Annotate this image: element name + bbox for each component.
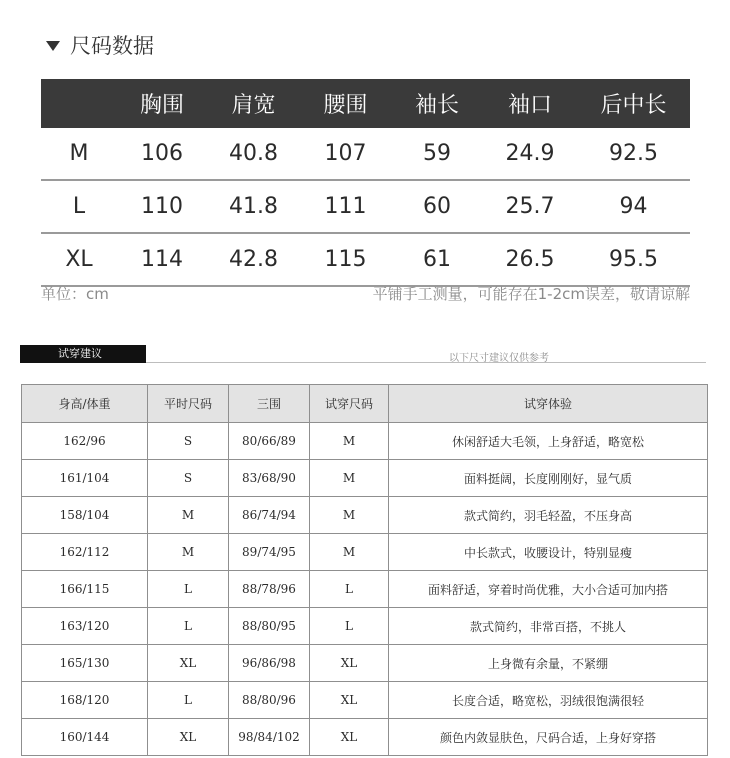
header-cell: 身高/体重 xyxy=(22,385,148,423)
table-cell: 休闲舒适大毛领，上身舒适，略宽松 xyxy=(389,423,708,460)
table-cell: 88/80/96 xyxy=(229,682,310,719)
table-cell: M xyxy=(148,497,229,534)
divider xyxy=(146,362,706,363)
header-cell: 肩宽 xyxy=(207,79,300,128)
table-cell: 长度合适，略宽松，羽绒很饱满很轻 xyxy=(389,682,708,719)
table-cell: XL xyxy=(310,719,389,756)
size-cell: 42.8 xyxy=(207,233,300,286)
table-cell: 上身微有余量，不紧绷 xyxy=(389,645,708,682)
table-row xyxy=(22,719,708,756)
size-cell: L xyxy=(41,180,117,233)
table-row xyxy=(22,608,708,645)
try-on-table xyxy=(21,384,708,756)
table-cell: L xyxy=(310,571,389,608)
table-cell: M xyxy=(148,534,229,571)
header-cell: 平时尺码 xyxy=(148,385,229,423)
size-cell: 95.5 xyxy=(577,233,690,286)
size-row xyxy=(41,233,690,286)
size-cell: M xyxy=(41,128,117,180)
size-table xyxy=(41,79,690,287)
table-cell: 165/130 xyxy=(22,645,148,682)
table-cell: XL xyxy=(310,682,389,719)
size-cell: 107 xyxy=(300,128,391,180)
size-cell: 114 xyxy=(117,233,207,286)
table-row xyxy=(22,423,708,460)
table-cell: 面料挺阔，长度刚刚好，显气质 xyxy=(389,460,708,497)
table-cell: XL xyxy=(148,719,229,756)
size-row xyxy=(41,180,690,233)
table-cell: 款式简约，羽毛轻盈，不压身高 xyxy=(389,497,708,534)
table-cell: 162/112 xyxy=(22,534,148,571)
table-cell: 162/96 xyxy=(22,423,148,460)
header-cell: 试穿尺码 xyxy=(310,385,389,423)
header-cell: 袖长 xyxy=(391,79,483,128)
try-on-header xyxy=(22,385,708,423)
table-cell: 款式简约，非常百搭，不挑人 xyxy=(389,608,708,645)
table-cell: 163/120 xyxy=(22,608,148,645)
table-cell: 158/104 xyxy=(22,497,148,534)
table-row xyxy=(22,460,708,497)
table-cell: 80/66/89 xyxy=(229,423,310,460)
table-cell: 83/68/90 xyxy=(229,460,310,497)
size-row xyxy=(41,128,690,180)
table-row xyxy=(22,645,708,682)
table-cell: 168/120 xyxy=(22,682,148,719)
measure-note: 平铺手工测量，可能存在1-2cm误差，敬请谅解 xyxy=(372,285,690,303)
table-row xyxy=(22,497,708,534)
table-cell: M xyxy=(310,497,389,534)
size-cell: 40.8 xyxy=(207,128,300,180)
size-cell: 41.8 xyxy=(207,180,300,233)
table-cell: S xyxy=(148,460,229,497)
table-cell: M xyxy=(310,460,389,497)
table-cell: XL xyxy=(148,645,229,682)
size-cell: 60 xyxy=(391,180,483,233)
table-cell: 88/80/95 xyxy=(229,608,310,645)
table-cell: 86/74/94 xyxy=(229,497,310,534)
size-cell: 25.7 xyxy=(483,180,577,233)
table-cell: 161/104 xyxy=(22,460,148,497)
table-cell: 中长款式，收腰设计，特别显瘦 xyxy=(389,534,708,571)
table-cell: M xyxy=(310,423,389,460)
size-data-heading xyxy=(46,30,154,60)
try-on-hint: 以下尺寸建议仅供参考 xyxy=(449,353,549,364)
table-cell: 颜色内敛显肤色，尺码合适，上身好穿搭 xyxy=(389,719,708,756)
table-cell: L xyxy=(148,682,229,719)
table-cell: L xyxy=(310,608,389,645)
table-row xyxy=(22,534,708,571)
table-cell: 89/74/95 xyxy=(229,534,310,571)
size-cell: 92.5 xyxy=(577,128,690,180)
table-row xyxy=(22,682,708,719)
table-cell: 98/84/102 xyxy=(229,719,310,756)
size-cell: 106 xyxy=(117,128,207,180)
header-cell: 后中长 xyxy=(577,79,690,128)
table-row xyxy=(22,571,708,608)
table-cell: XL xyxy=(310,645,389,682)
size-cell: 24.9 xyxy=(483,128,577,180)
table-cell: 96/86/98 xyxy=(229,645,310,682)
table-cell: S xyxy=(148,423,229,460)
header-cell: 三围 xyxy=(229,385,310,423)
header-cell: 胸围 xyxy=(117,79,207,128)
triangle-down-icon xyxy=(46,41,60,51)
header-cell: 袖口 xyxy=(483,79,577,128)
size-cell: 59 xyxy=(391,128,483,180)
size-cell: 111 xyxy=(300,180,391,233)
size-cell: 110 xyxy=(117,180,207,233)
size-table-header xyxy=(41,79,690,128)
unit-note: 单位：cm xyxy=(41,285,109,303)
table-cell: L xyxy=(148,608,229,645)
table-cell: L xyxy=(148,571,229,608)
table-cell: 160/144 xyxy=(22,719,148,756)
try-on-tag: 试穿建议 xyxy=(20,345,146,363)
header-cell: 试穿体验 xyxy=(389,385,708,423)
header-cell xyxy=(41,79,117,128)
table-cell: M xyxy=(310,534,389,571)
size-notes xyxy=(41,283,690,307)
size-cell: 94 xyxy=(577,180,690,233)
table-cell: 166/115 xyxy=(22,571,148,608)
table-cell: 面料舒适，穿着时尚优雅，大小合适可加内搭 xyxy=(389,571,708,608)
size-cell: 26.5 xyxy=(483,233,577,286)
table-cell: 88/78/96 xyxy=(229,571,310,608)
size-cell: 61 xyxy=(391,233,483,286)
size-cell: XL xyxy=(41,233,117,286)
size-data-title: 尺码数据 xyxy=(70,34,154,58)
header-cell: 腰围 xyxy=(300,79,391,128)
size-cell: 115 xyxy=(300,233,391,286)
